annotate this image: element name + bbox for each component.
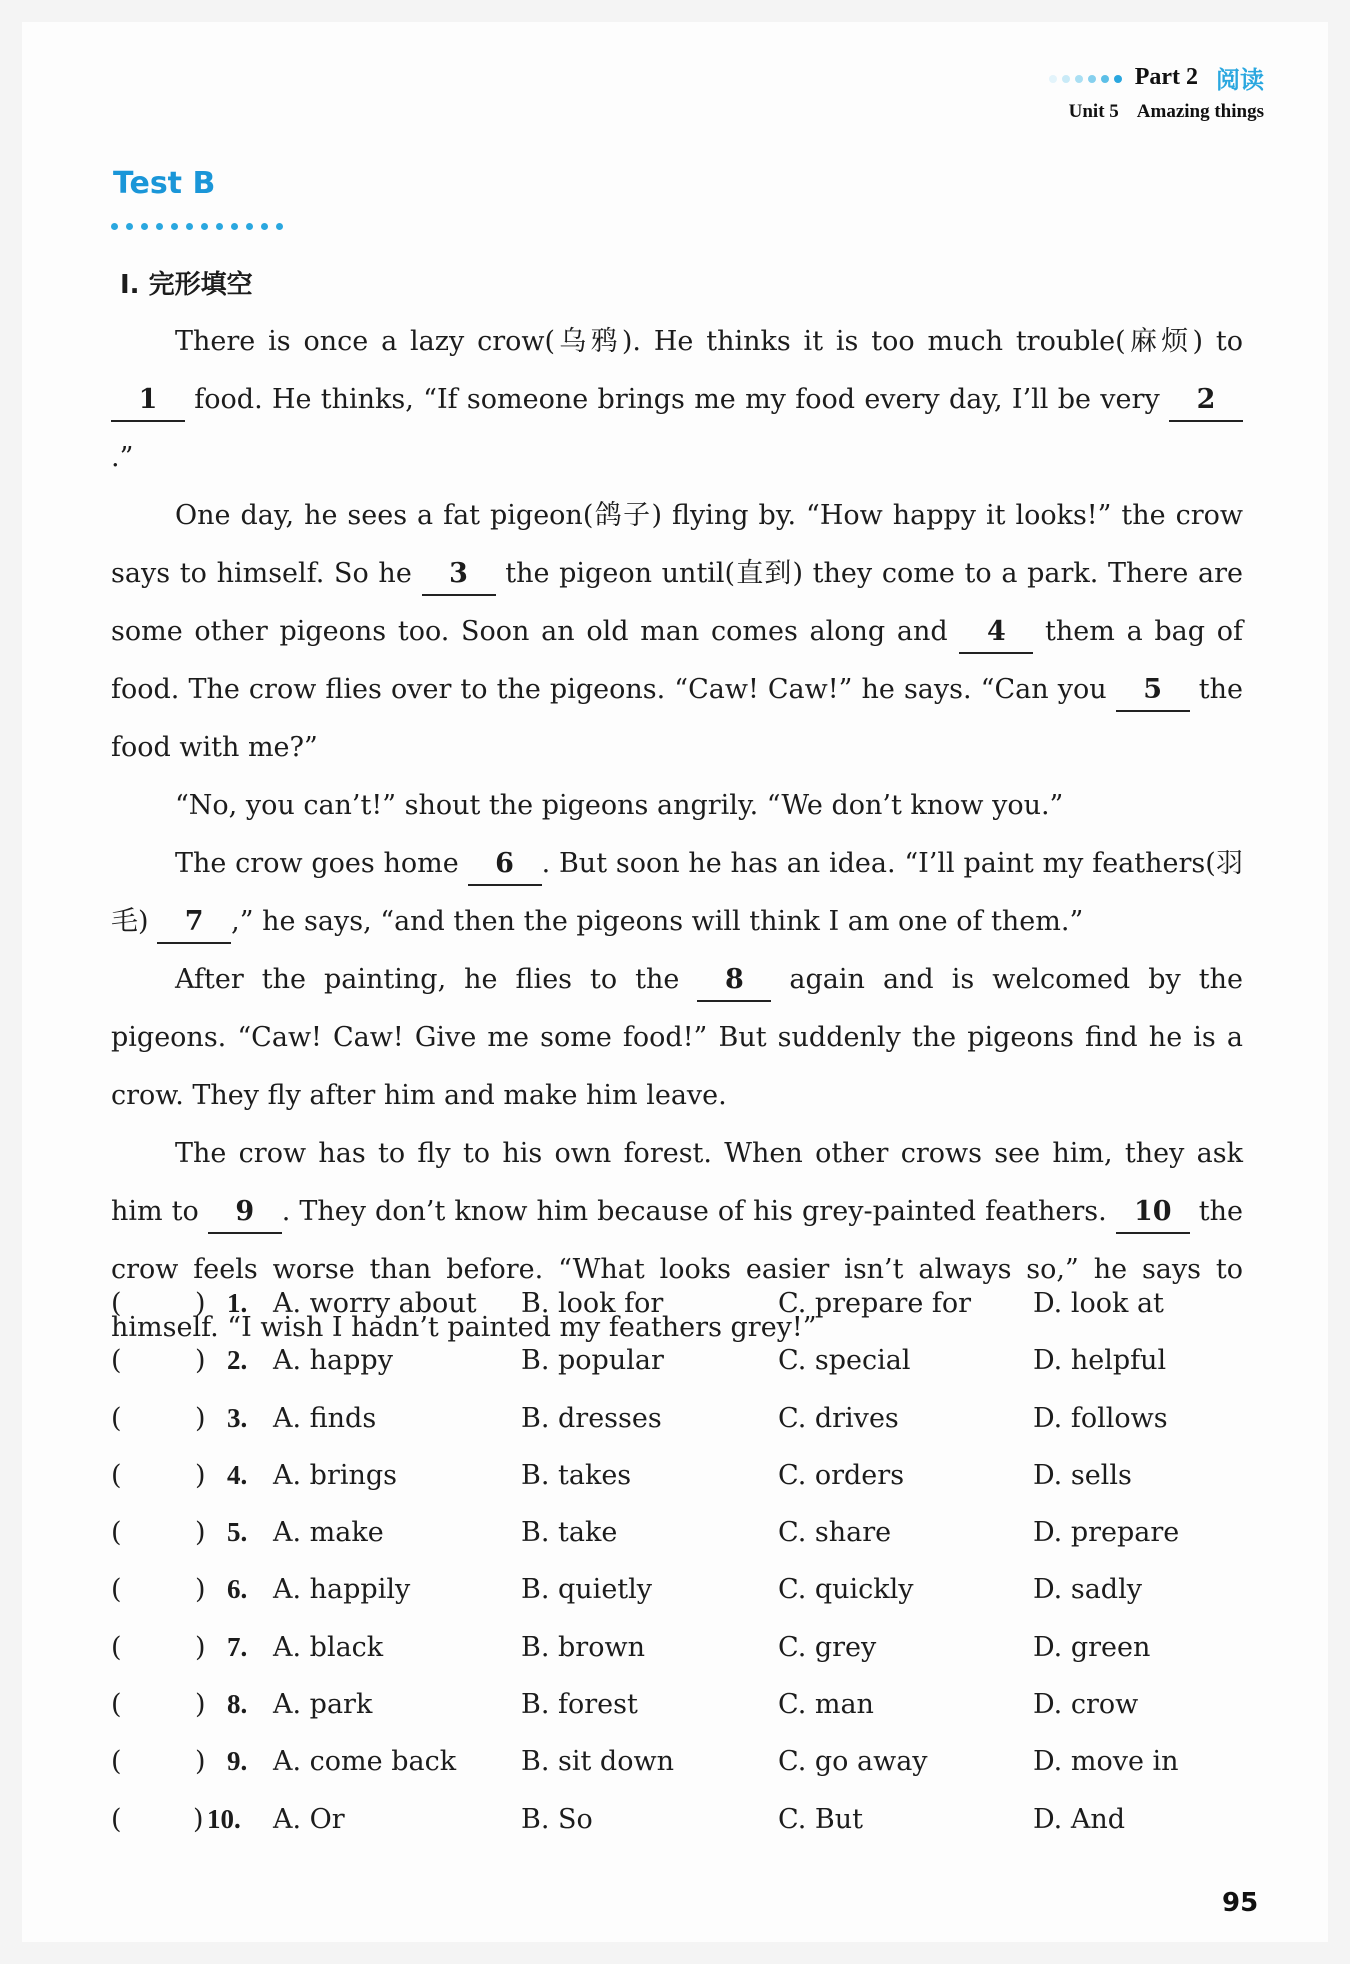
answer-paren-open[interactable]: ( (111, 1631, 122, 1663)
cloze-passage (111, 313, 1243, 1357)
text: The crow goes home (175, 848, 468, 879)
text: again and is welcomed by the pigeons. “Caw! Caw! Give me some food!” But suddenly the pigeons find he is a crow. They fly after him and make him leave. (111, 964, 1243, 1111)
question-row (111, 1632, 1243, 1689)
blank-2[interactable]: 2 (1169, 380, 1243, 422)
option-c[interactable]: C. drives (778, 1402, 899, 1434)
option-b[interactable]: B. take (521, 1517, 618, 1549)
option-b[interactable]: B. popular (521, 1345, 664, 1377)
option-c[interactable]: C. man (778, 1689, 874, 1721)
question-row (111, 1689, 1243, 1746)
option-b[interactable]: B. quietly (521, 1574, 653, 1606)
option-c[interactable]: C. go away (778, 1746, 928, 1778)
question-row (111, 1460, 1243, 1517)
option-a[interactable]: A. happy (273, 1345, 393, 1377)
option-a[interactable]: A. park (273, 1689, 373, 1721)
blank-3[interactable]: 3 (422, 554, 496, 596)
text: After the painting, he flies to the (175, 964, 698, 995)
text: . But soon he has an idea. “I’ll paint my feathers(羽毛) (111, 848, 1243, 937)
option-a[interactable]: A. black (273, 1631, 384, 1663)
title-underline-dots (111, 215, 291, 234)
answer-paren-close: ) (195, 1345, 206, 1377)
option-b[interactable]: B. look for (521, 1288, 664, 1319)
option-c[interactable]: C. But (778, 1803, 863, 1835)
option-d[interactable]: D. look at (1033, 1288, 1164, 1319)
question-number: 9. (227, 1746, 248, 1777)
answer-paren-open[interactable]: ( (111, 1288, 122, 1319)
blank-7[interactable]: 7 (157, 902, 231, 944)
option-b[interactable]: B. So (521, 1803, 593, 1835)
answer-paren-close: ) (193, 1803, 204, 1835)
text: the pigeon until(直到) they come to a park. There are some other pigeons too. Soon an old man comes along and (111, 558, 1243, 647)
text: them a bag of food. The crow flies over to the pigeons. “Caw! Caw!” he says. “Can you (111, 616, 1243, 705)
running-header (1049, 60, 1264, 123)
answer-paren-open[interactable]: ( (111, 1517, 122, 1549)
answer-paren-close: ) (195, 1459, 206, 1491)
text: food. He thinks, “If someone brings me my food every day, I’ll be very (185, 384, 1169, 415)
answer-paren-close: ) (195, 1517, 206, 1549)
option-d[interactable]: D. sells (1033, 1459, 1132, 1491)
option-b[interactable]: B. brown (521, 1631, 645, 1663)
question-number: 6. (227, 1574, 248, 1605)
question-number: 2. (227, 1345, 248, 1376)
unit-label (1049, 101, 1264, 123)
paragraph-4 (111, 835, 1243, 951)
part-chinese-label: 阅读 (1216, 66, 1264, 94)
option-d[interactable]: D. sadly (1033, 1574, 1142, 1606)
blank-4[interactable]: 4 (959, 612, 1033, 654)
question-row (111, 1574, 1243, 1631)
option-d[interactable]: D. prepare (1033, 1517, 1180, 1549)
option-d[interactable]: D. helpful (1033, 1345, 1167, 1377)
blank-8[interactable]: 8 (697, 960, 771, 1002)
paragraph-2 (111, 487, 1243, 777)
text: The crow has to fly to his own forest. When other crows see him, they ask him to (111, 1138, 1243, 1227)
option-a[interactable]: A. make (273, 1517, 384, 1549)
question-row (111, 1746, 1243, 1803)
text: ,” he says, “and then the pigeons will think I am one of them.” (231, 906, 1084, 937)
blank-9[interactable]: 9 (208, 1192, 282, 1234)
text: the crow feels worse than before. “What looks easier isn’t always so,” he says to himself. “I wish I hadn’t painted my feathers grey!” (111, 1196, 1243, 1343)
answer-paren-close: ) (195, 1574, 206, 1606)
answer-paren-open[interactable]: ( (111, 1459, 122, 1491)
question-number: 4. (227, 1459, 248, 1490)
option-c[interactable]: C. grey (778, 1631, 877, 1663)
decorative-dots (1049, 68, 1127, 87)
option-d[interactable]: D. And (1033, 1803, 1126, 1835)
test-title: Test B (113, 166, 216, 201)
answer-paren-open[interactable]: ( (111, 1402, 122, 1434)
option-d[interactable]: D. follows (1033, 1402, 1168, 1434)
option-c[interactable]: C. prepare for (778, 1288, 972, 1319)
question-row (111, 1345, 1243, 1402)
option-c[interactable]: C. quickly (778, 1574, 914, 1606)
option-b[interactable]: B. takes (521, 1459, 632, 1491)
question-number: 7. (227, 1631, 248, 1662)
question-row (111, 1517, 1243, 1574)
paragraph-3 (111, 777, 1243, 835)
option-a[interactable]: A. happily (273, 1574, 411, 1606)
text: One day, he sees a fat pigeon(鸽子) flying by. “How happy it looks!” the crow says to himself. So he (111, 500, 1243, 589)
page-number: 95 (1222, 1888, 1259, 1918)
answer-paren-close: ) (195, 1288, 206, 1319)
question-number: 1. (227, 1288, 248, 1318)
section-title: Ⅰ. 完形填空 (120, 270, 253, 300)
option-b[interactable]: B. forest (521, 1689, 638, 1721)
answer-paren-close: ) (195, 1402, 206, 1434)
blank-1[interactable]: 1 (111, 380, 185, 422)
option-d[interactable]: D. green (1033, 1631, 1151, 1663)
blank-6[interactable]: 6 (468, 844, 542, 886)
option-b[interactable]: B. dresses (521, 1402, 662, 1434)
part-label: Part 2 (1134, 64, 1198, 90)
blank-5[interactable]: 5 (1116, 670, 1190, 712)
answer-paren-close: ) (195, 1689, 206, 1721)
text: There is once a lazy crow(乌鸦). He thinks it is too much trouble(麻烦) to (175, 326, 1243, 357)
option-c[interactable]: C. orders (778, 1459, 905, 1491)
option-a[interactable]: A. Or (273, 1803, 345, 1835)
option-a[interactable]: A. come back (273, 1746, 457, 1778)
question-row (111, 1288, 1243, 1345)
question-row (111, 1403, 1243, 1460)
question-row (111, 1804, 1243, 1861)
answer-paren-open[interactable]: ( (111, 1574, 122, 1606)
question-number: 3. (227, 1402, 248, 1433)
answer-paren-close: ) (195, 1746, 206, 1778)
paragraph-1 (111, 313, 1243, 487)
answer-paren-open[interactable]: ( (111, 1345, 122, 1377)
option-a[interactable]: A. brings (273, 1459, 398, 1491)
answer-paren-close: ) (195, 1631, 206, 1663)
text: the food with me?” (111, 674, 1243, 763)
option-a[interactable]: A. worry about (273, 1288, 477, 1319)
text: . They don’t know him because of his grey-painted feathers. (281, 1196, 1116, 1227)
question-number: 5. (227, 1517, 248, 1548)
answer-choices (111, 1288, 1243, 1861)
unit-title: Amazing things (1136, 101, 1264, 122)
paragraph-5 (111, 951, 1243, 1125)
text: “No, you can’t!” shout the pigeons angrily. “We don’t know you.” (175, 790, 1064, 821)
unit-number: Unit 5 (1068, 101, 1119, 122)
option-c[interactable]: C. special (778, 1345, 911, 1377)
text: .” (111, 442, 134, 473)
answer-paren-open[interactable]: ( (111, 1803, 122, 1835)
question-number: 8. (227, 1689, 248, 1720)
option-d[interactable]: D. move in (1033, 1746, 1179, 1778)
option-d[interactable]: D. crow (1033, 1689, 1139, 1721)
question-number: 10. (207, 1803, 241, 1834)
blank-10[interactable]: 10 (1116, 1192, 1190, 1234)
answer-paren-open[interactable]: ( (111, 1746, 122, 1778)
answer-paren-open[interactable]: ( (111, 1689, 122, 1721)
option-c[interactable]: C. share (778, 1517, 892, 1549)
option-b[interactable]: B. sit down (521, 1746, 674, 1778)
option-a[interactable]: A. finds (273, 1402, 377, 1434)
